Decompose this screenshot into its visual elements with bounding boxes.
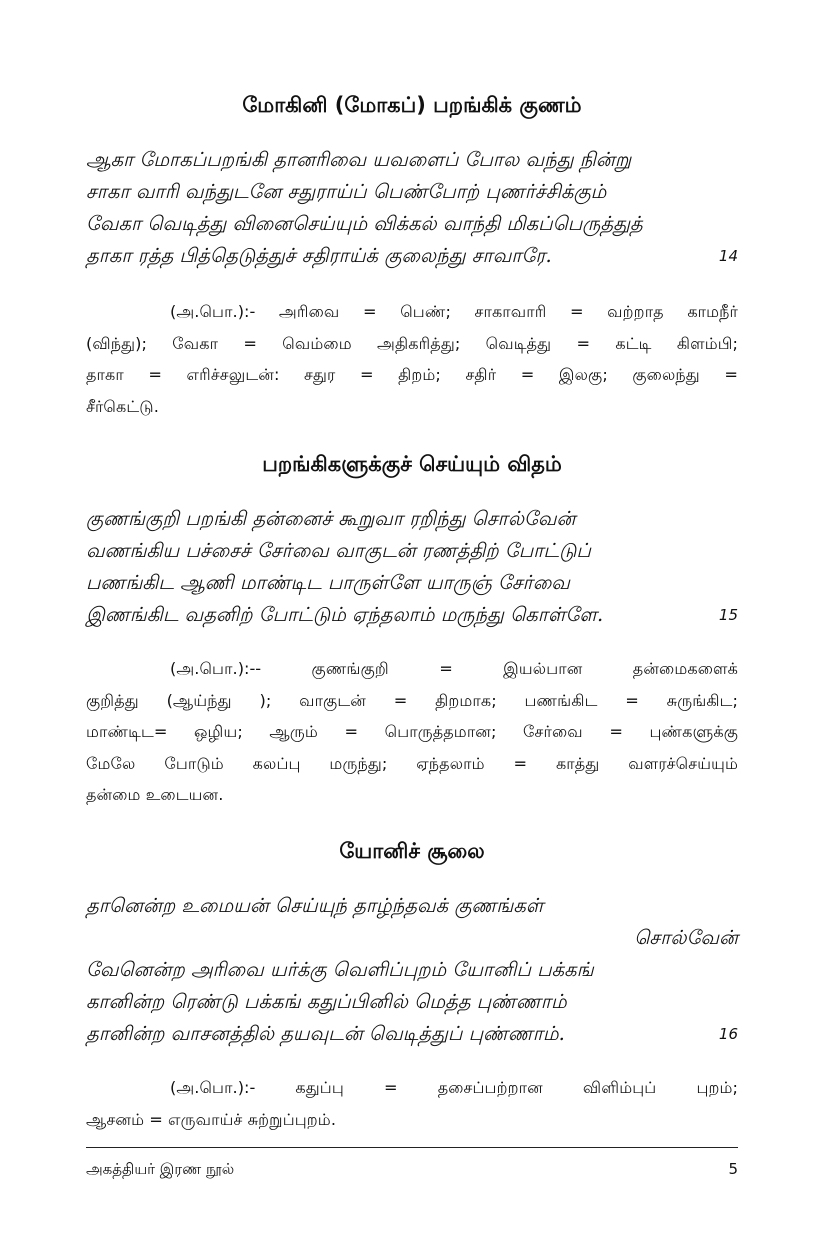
footer-page-number: 5 — [728, 1160, 738, 1178]
commentary-line: சீர்கெட்டு. — [86, 396, 159, 416]
verse-line-continuation: சொல்வேன் — [634, 926, 738, 949]
verse-line: சாகா வாரி வந்துடனே சதுராய்ப் பெண்போற் புணர்ச்சிக்கும் — [86, 180, 607, 203]
verse-16 — [86, 890, 738, 1050]
commentary-line: (அ.பொ.):- கதுப்பு = தசைப்பற்றான விளிம்புப் புறம்; — [170, 1078, 738, 1097]
section-heading-mohini-parangi: மோகினி (மோகப்) பறங்கிக் குணம் — [242, 93, 582, 117]
commentary-line: மாண்டிட= ஒழிய; ஆரும் = பொருத்தமான; சேர்வை = புண்களுக்கு — [86, 722, 738, 741]
verse-number: 16 — [718, 1025, 738, 1043]
commentary-line: (அ.பொ.):- அரிவை = பெண்; சாகாவாரி = வற்றாத காமநீர் — [170, 302, 738, 321]
verse-14 — [86, 144, 738, 272]
verse-line: பணங்கிட ஆணி மாண்டிட பாருள்ளே யாருஞ் சேர்வை — [86, 571, 570, 594]
verse-line: வணங்கிய பச்சைச் சேர்வை வாகுடன் ரணத்திற் போட்டுப் — [86, 539, 591, 562]
verse-number: 15 — [718, 606, 738, 624]
verse-line: கானின்ற ரெண்டு பக்கங் கதுப்பினில் மெத்த புண்ணாம் — [86, 990, 567, 1013]
section-heading-parangi-treatment: பறங்கிகளுக்குச் செய்யும் விதம் — [262, 452, 562, 476]
verse-line-text: இணங்கிட வதனிற் போட்டும் ஏந்தலாம் மருந்து கொள்ளே. — [86, 603, 604, 626]
verse-line: வேகா வெடித்து வினைசெய்யும் விக்கல் வாந்தி மிகப்பெருத்துத் — [86, 212, 643, 235]
commentary-line: ஆசனம் = எருவாய்ச் சுற்றுப்புறம். — [86, 1109, 336, 1129]
verse-line-text: தாகா ரத்த பித்தெடுத்துச் சதிராய்க் குலைந்து சாவாரே. — [86, 244, 552, 267]
commentary-line: (விந்து); வேகா = வெம்மை அதிகரித்து; வெடித்து = கட்டி கிளம்பி; — [86, 333, 738, 353]
commentary-line: மேலே போடும் கலப்பு மருந்து; ஏந்தலாம் = காத்து வளரச்செய்யும் — [86, 753, 738, 773]
commentary-line: தாகா = எரிச்சலுடன்: சதுர = திறம்; சதிர் = இலகு; குலைந்து = — [86, 365, 738, 384]
verse-15 — [86, 503, 738, 631]
verse-line: வேனென்ற அரிவை யர்க்கு வெளிப்புறம் யோனிப் பக்கங் — [86, 958, 594, 981]
footer-divider — [86, 1147, 738, 1148]
verse-line: குணங்குறி பறங்கி தன்னைச் கூறுவா ரறிந்து சொல்வேன் — [86, 507, 576, 530]
verse-line-text: தானின்ற வாசனத்தில் தயவுடன் வெடித்துப் புண்ணாம். — [86, 1022, 565, 1045]
verse-number: 14 — [718, 247, 738, 265]
footer-book-title: அகத்தியர் இரண நூல் — [86, 1160, 235, 1178]
commentary-line: தன்மை உடையன. — [86, 785, 224, 804]
verse-line — [86, 599, 738, 631]
commentary-15 — [86, 653, 738, 811]
commentary-line: குறித்து (ஆய்ந்து ); வாகுடன் = திறமாக; பணங்கிட = சுருங்கிட; — [86, 690, 738, 710]
commentary-line: (அ.பொ.):-- குணங்குறி = இயல்பான தன்மைகளைக் — [170, 659, 738, 678]
verse-line — [86, 1018, 738, 1050]
commentary-16 — [86, 1072, 738, 1135]
verse-line: தானென்ற உமையன் செய்யுந் தாழ்ந்தவக் குணங்கள் — [86, 894, 544, 917]
verse-line — [86, 240, 738, 272]
commentary-14 — [86, 296, 738, 422]
verse-line: ஆகா மோகப்பறங்கி தானரிவை யவளைப் போல வந்து நின்று — [86, 148, 632, 171]
book-page — [86, 0, 738, 1247]
section-heading-yoni-soolai: யோனிச் சூலை — [339, 839, 485, 863]
